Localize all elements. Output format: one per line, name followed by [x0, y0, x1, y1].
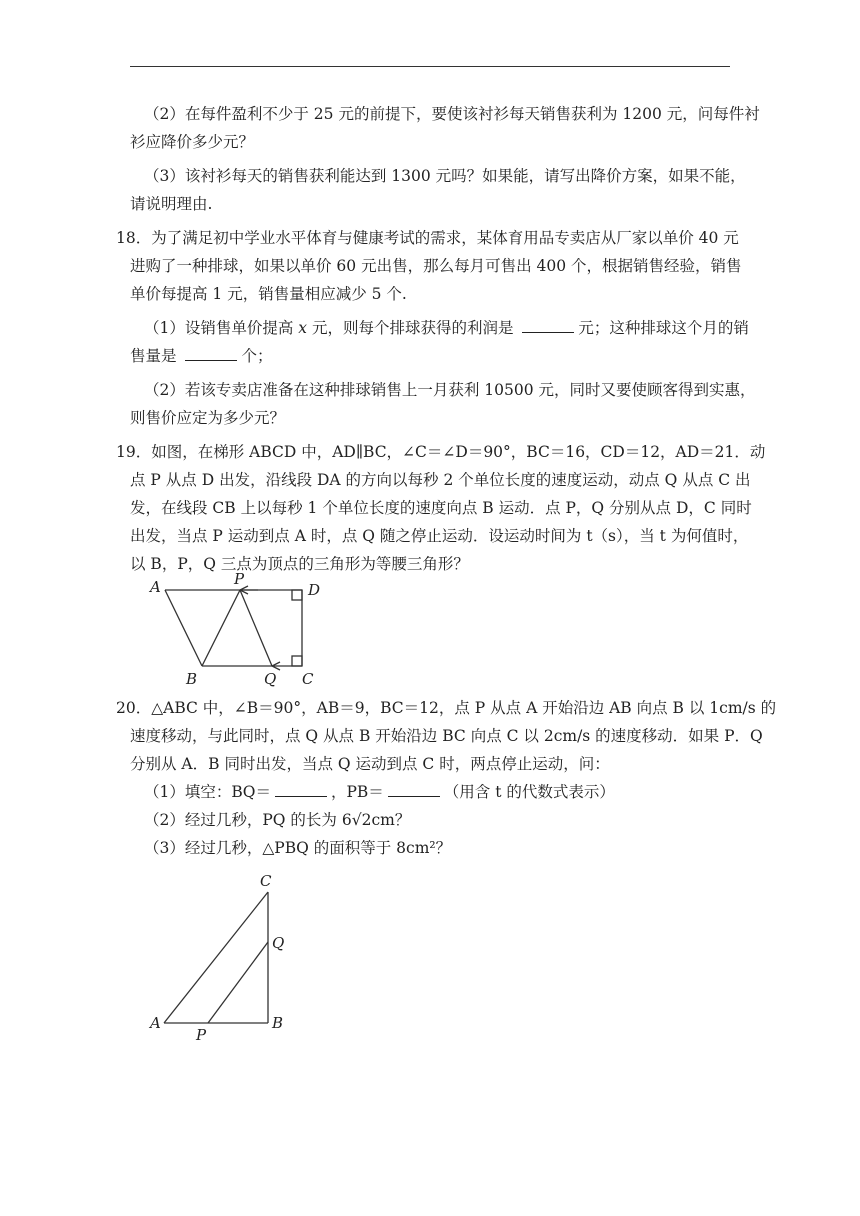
label-B: B	[272, 1014, 284, 1032]
label-A: A	[150, 578, 161, 596]
answer-blank[interactable]	[388, 780, 440, 797]
q17-part3-line1: （3）该衬衫每天的销售获利能达到 1300 元吗？如果能，请写出降价方案，如果不能，	[144, 167, 746, 185]
q20-part3: （3）经过几秒，△PBQ 的面积等于 8cm²？	[144, 839, 452, 857]
q18-line3: 单价每提高 1 元，销售量相应减少 5 个.	[130, 285, 407, 303]
q17-part2-line1: （2）在每件盈利不少于 25 元的前提下，要使该衬衫每天销售获利为 1200 元，问每件衬	[144, 105, 760, 123]
q19-line4: 出发，当点 P 运动到点 A 时，点 Q 随之停止运动．设运动时间为 t（s），当 t 为何值时，	[130, 527, 749, 545]
q20-part2: （2）经过几秒，PQ 的长为 6√2cm？	[144, 811, 411, 829]
document-body	[116, 100, 766, 578]
label-B: B	[186, 670, 198, 688]
trapezoid-figure	[140, 572, 340, 692]
triangle-figure	[140, 870, 300, 1050]
answer-blank[interactable]	[275, 780, 327, 797]
label-A: A	[150, 1014, 161, 1032]
q19-line3: 发，在线段 CB 上以每秒 1 个单位长度的速度向点 B 运动．点 P，Q 分别从点 D，C 同时	[130, 499, 752, 517]
q20-line2: 速度移动，与此同时，点 Q 从点 B 开始沿边 BC 向点 C 以 2cm/s 的速度移动．如果 P．Q	[130, 727, 763, 745]
label-Q: Q	[264, 670, 277, 688]
q18-part2-line2: 则售价应定为多少元？	[130, 409, 286, 427]
q18-line2: 进购了一种排球，如果以单价 60 元出售，那么每月可售出 400 个，根据销售经验，销售	[130, 257, 742, 275]
q20-line1: 20．△ABC 中，∠B＝90°，AB＝9，BC＝12，点 P 从点 A 开始沿边 AB 向点 B 以 1cm/s 的	[116, 699, 777, 717]
q20-block	[116, 694, 777, 862]
q19-line5: 以 B，P，Q 三点为顶点的三角形为等腰三角形？	[130, 555, 469, 573]
label-C: C	[302, 670, 314, 688]
q17-part3-line2: 请说明理由.	[130, 195, 213, 213]
q20-part1: （1）填空：BQ＝ ，PB＝ （用含 t 的代数式表示）	[130, 778, 734, 806]
header-rule	[130, 66, 730, 67]
answer-blank[interactable]	[185, 344, 237, 361]
q18-part2-line1: （2）若该专卖店准备在这种排球销售上一月获利 10500 元，同时又要使顾客得到实惠，	[144, 381, 756, 399]
q19-line2: 点 P 从点 D 出发，沿线段 DA 的方向以每秒 2 个单位长度的速度运动，动点 Q 从点 C 出	[130, 471, 751, 489]
q18-part1-line1: （1）设销售单价提高 x 元，则每个排球获得的利润是 元；这种排球这个月的销	[130, 314, 734, 342]
label-D: D	[308, 581, 321, 599]
label-P: P	[234, 572, 245, 588]
q20-line3: 分别从 A．B 同时出发，当点 Q 运动到点 C 时，两点停止运动，问：	[130, 755, 610, 773]
q17-part2-line2: 衫应降价多少元？	[130, 133, 255, 151]
label-Q: Q	[272, 934, 285, 952]
label-P: P	[196, 1026, 207, 1044]
label-C: C	[260, 872, 272, 890]
q18-line1: 18．为了满足初中学业水平体育与健康考试的需求，某体育用品专卖店从厂家以单价 40 元	[116, 229, 739, 247]
answer-blank[interactable]	[522, 316, 574, 333]
q19-line1: 19．如图，在梯形 ABCD 中，AD∥BC，∠C＝∠D＝90°，BC＝16，CD＝12，AD＝21．动	[116, 443, 766, 461]
q18-part1-line2: 售量是 个；	[130, 342, 734, 370]
